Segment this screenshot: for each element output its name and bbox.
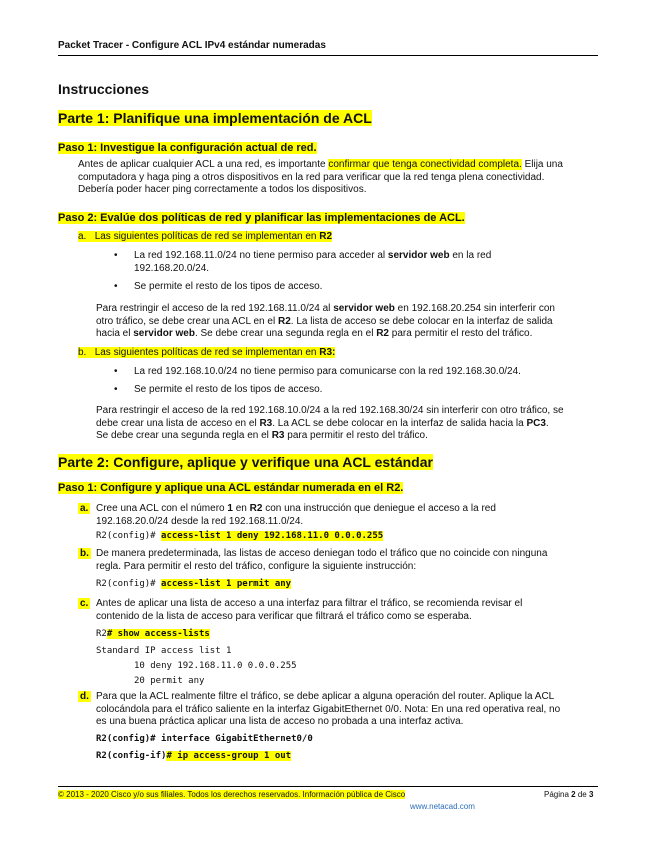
part1-step1-text: Antes de aplicar cualquier ACL a una red, es importante confirmar que tenga conectividad completa. Elija una computadora y haga ping a otros dispositivos en la red para verificar que la red tenga plena conectividad. Debería poder hacer ping correctamente a todos los dispositivos. — [78, 159, 563, 195]
part1-heading: Parte 1: Planifique una implementación de ACL — [58, 110, 372, 126]
step2-a-bullet-1: • La red 192.168.11.0/24 no tiene permiso para acceder al servidor web en la red 192.168.20.0/24. — [114, 250, 492, 274]
part2-item-d-letter: d. — [80, 691, 89, 702]
part1-step1-heading: Paso 1: Investigue la configuración actual de red. — [58, 142, 317, 154]
cli-interface-g00: R2(config)# interface GigabitEthernet0/0 — [96, 734, 313, 744]
part2-item-a-text: Cree una ACL con el número 1 en R2 con una instrucción que deniegue el acceso a la red 192.168.20.0/24 desde la red 192.168.11.0/24. — [96, 503, 496, 527]
part2-step1-heading: Paso 1: Configure y aplique una ACL estándar numerada en el R2. — [58, 482, 404, 494]
part2-item-a-letter: a. — [80, 503, 89, 514]
cli-output-rule-10: 10 deny 192.168.11.0 0.0.0.255 — [134, 661, 297, 671]
part2-item-d-text: Para que la ACL realmente filtre el tráfico, se debe aplicar a alguna operación del router. Aplique la ACL colocándola para el tráfico saliente en la interfaz GigabitEthernet 0/0. Nota: En una red operativa real, no es una buena práctica aplicar una lista de acceso no probada a una interfaz activa. — [96, 691, 561, 727]
part2-item-b-text: De manera predeterminada, las listas de acceso deniegan todo el tráfico que no coincide con ninguna regla. Para permitir el resto del tráfico, configure la siguiente instrucción: — [96, 548, 548, 572]
step2-a-paragraph: Para restringir el acceso de la red 192.168.11.0/24 al servidor web en 192.168.20.254 sin interferir con otro tráfico, se debe crear una ACL en el R2. La lista de acceso se debe colocar en la interfaz de salida hacia el servidor web. Se debe crear una segunda regla en el R2 para permitir el resto del tráfico. — [96, 303, 555, 339]
cli-output-rule-20: 20 permit any — [134, 676, 205, 686]
cli-access-list-deny: R2(config)# access-list 1 deny 192.168.11.0 0.0.0.255 — [96, 531, 384, 541]
step2-b-bullet-2: • Se permite el resto de los tipos de acceso. — [114, 384, 323, 395]
footer-copyright: © 2013 - 2020 Cisco y/o sus filiales. Todos los derechos reservados. Información pública de Cisco — [58, 790, 406, 799]
cli-show-access-lists: R2# show access-lists — [96, 629, 210, 639]
step2-item-a: a. Las siguientes políticas de red se implementan en R2 — [78, 231, 333, 242]
step2-a-bullet-2: • Se permite el resto de los tipos de acceso. — [114, 281, 323, 292]
part2-heading: Parte 2: Configure, aplique y verifique una ACL estándar — [58, 454, 433, 470]
footer-divider — [58, 786, 598, 787]
cli-ip-access-group: R2(config-if)# ip access-group 1 out — [96, 751, 292, 761]
footer-page-number: Página 2 de 3 — [544, 790, 594, 799]
part2-item-c-text: Antes de aplicar una lista de acceso a una interfaz para filtrar el tráfico, se recomienda revisar el contenido de la lista de acceso para verificar que filtrará el tráfico como se esperaba. — [96, 598, 523, 622]
part1-step2-heading: Paso 2: Evalúe dos políticas de red y planificar las implementaciones de ACL. — [58, 212, 465, 224]
document-header-title: Packet Tracer - Configure ACL IPv4 estándar numeradas — [58, 40, 326, 51]
step2-item-b: b. Las siguientes políticas de red se implementan en R3: — [78, 347, 336, 358]
step2-b-bullet-1: • La red 192.168.10.0/24 no tiene permiso para comunicarse con la red 192.168.30.0/24. — [114, 366, 521, 377]
part2-item-c-letter: c. — [80, 598, 89, 609]
header-divider — [58, 55, 598, 56]
footer-url[interactable]: www.netacad.com — [410, 802, 475, 811]
part2-item-b-letter: b. — [80, 548, 89, 559]
cli-access-list-permit: R2(config)# access-list 1 permit any — [96, 579, 292, 589]
cli-output-header: Standard IP access list 1 — [96, 646, 232, 656]
instructions-heading: Instrucciones — [58, 81, 150, 97]
step2-b-paragraph: Para restringir el acceso de la red 192.168.10.0/24 a la red 192.168.30/24 sin interferir con otro tráfico, se debe crear una lista de acceso en el R3. La ACL se debe colocar en la interfaz de salida hacia la PC3. Se debe crear una segunda regla en el R3 para permitir el resto del tráfico. — [96, 405, 564, 441]
